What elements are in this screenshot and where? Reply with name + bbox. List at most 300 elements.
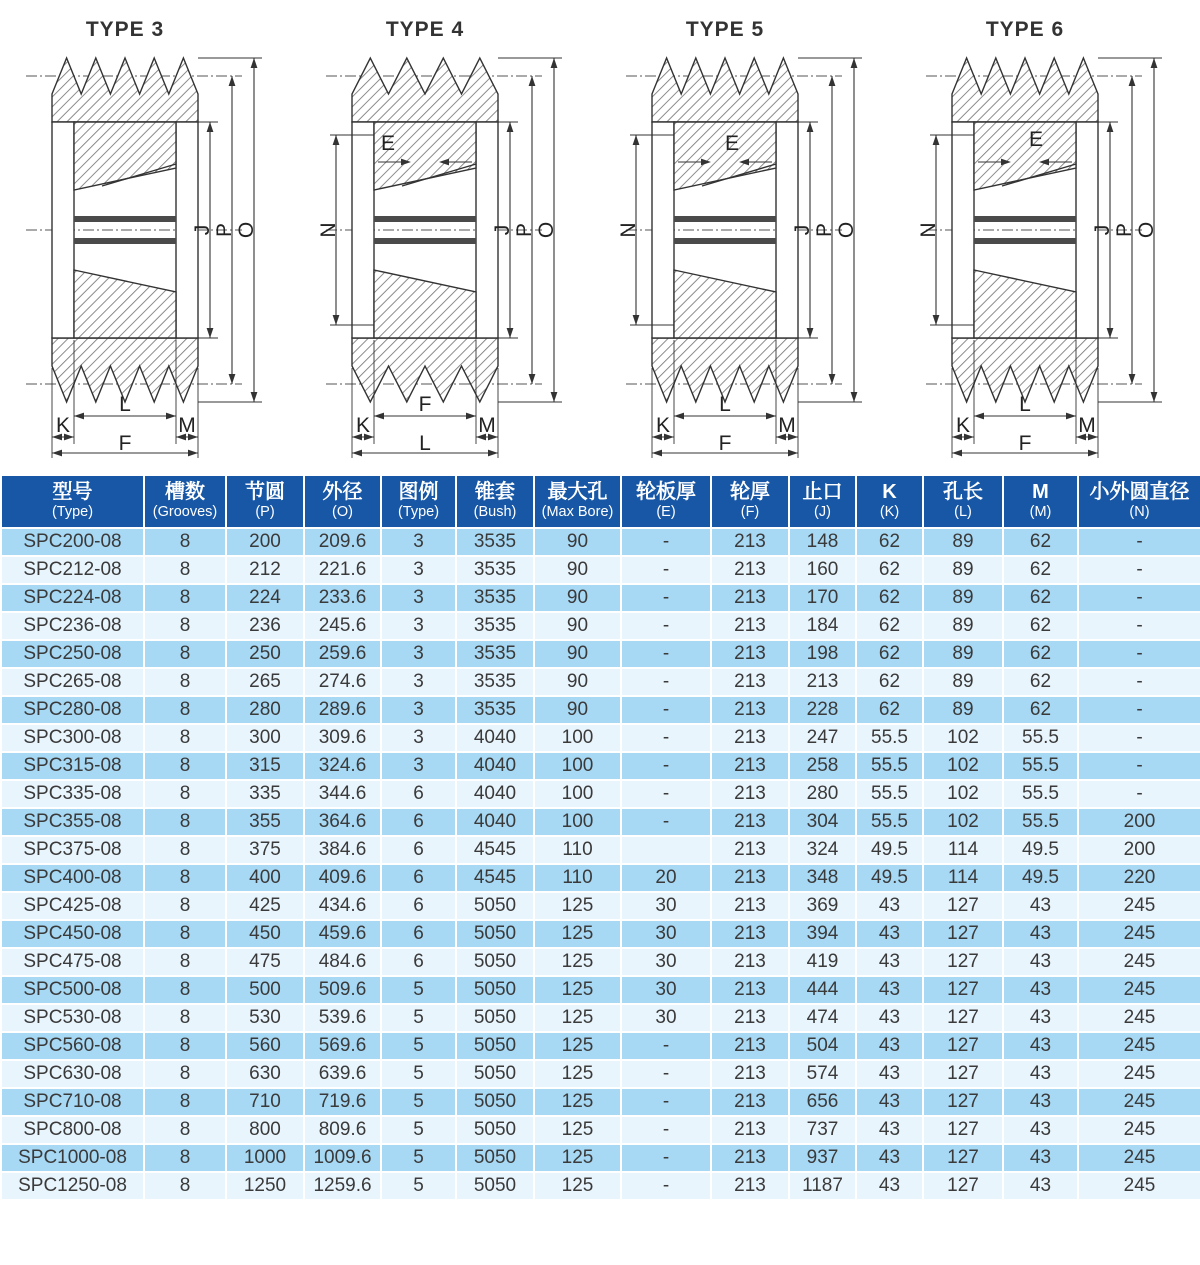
cell-n: 245	[1078, 1032, 1200, 1060]
cell-grooves: 8	[144, 668, 226, 696]
cell-f: 213	[711, 668, 789, 696]
cell-od-o: 484.6	[304, 948, 381, 976]
cell-od-o: 1009.6	[304, 1144, 381, 1172]
cell-n: -	[1078, 668, 1200, 696]
dim-label-e: E	[724, 132, 740, 155]
table-row	[1, 528, 1200, 556]
cell-grooves: 8	[144, 1060, 226, 1088]
cell-model: SPC530-08	[1, 1004, 144, 1032]
cell-od-o: 259.6	[304, 640, 381, 668]
cell-n: 200	[1078, 836, 1200, 864]
cell-legend-type: 3	[381, 668, 456, 696]
cell-e: -	[621, 780, 711, 808]
cell-m: 43	[1003, 1060, 1078, 1088]
cell-f: 213	[711, 976, 789, 1004]
cell-e: -	[621, 640, 711, 668]
cell-f: 213	[711, 920, 789, 948]
cell-legend-type: 3	[381, 612, 456, 640]
cell-f: 213	[711, 864, 789, 892]
cell-j: 444	[789, 976, 856, 1004]
cell-f: 213	[711, 640, 789, 668]
dim-label-o: O	[1135, 221, 1158, 239]
pulley-diagram-type-3	[0, 0, 300, 474]
cell-max-bore: 90	[534, 584, 621, 612]
cell-od-o: 569.6	[304, 1032, 381, 1060]
dim-label-p: P	[513, 222, 536, 238]
cell-l: 127	[923, 1116, 1003, 1144]
cell-max-bore: 125	[534, 948, 621, 976]
cell-bush: 3535	[456, 584, 534, 612]
cell-od-o: 221.6	[304, 556, 381, 584]
cell-e: -	[621, 556, 711, 584]
dim-label-f: F	[118, 432, 132, 455]
dim-label-l: L	[1019, 393, 1031, 416]
cell-bush: 4040	[456, 752, 534, 780]
cell-l: 89	[923, 556, 1003, 584]
cell-m: 62	[1003, 584, 1078, 612]
cell-model: SPC1250-08	[1, 1172, 144, 1200]
cell-n: 245	[1078, 1172, 1200, 1200]
cell-n: 200	[1078, 808, 1200, 836]
cell-l: 89	[923, 640, 1003, 668]
cell-grooves: 8	[144, 1004, 226, 1032]
cell-j: 213	[789, 668, 856, 696]
cell-e: -	[621, 584, 711, 612]
cell-grooves: 8	[144, 1144, 226, 1172]
cell-model: SPC400-08	[1, 864, 144, 892]
cell-f: 213	[711, 724, 789, 752]
cell-n: 245	[1078, 1004, 1200, 1032]
table-body	[1, 528, 1200, 1200]
cell-n: -	[1078, 724, 1200, 752]
cell-j: 280	[789, 780, 856, 808]
dim-label-j: J	[1091, 224, 1114, 236]
cell-k: 62	[856, 668, 923, 696]
cell-pitch-p: 280	[226, 696, 304, 724]
cell-pitch-p: 355	[226, 808, 304, 836]
cell-max-bore: 125	[534, 1172, 621, 1200]
cell-m: 43	[1003, 1144, 1078, 1172]
cell-od-o: 209.6	[304, 528, 381, 556]
cell-bush: 5050	[456, 1172, 534, 1200]
cell-m: 55.5	[1003, 808, 1078, 836]
cell-max-bore: 100	[534, 780, 621, 808]
header-cell-model: 型号 (Type)	[1, 475, 144, 528]
cell-max-bore: 90	[534, 528, 621, 556]
cell-l: 102	[923, 724, 1003, 752]
cell-l: 102	[923, 752, 1003, 780]
cell-max-bore: 100	[534, 808, 621, 836]
table-row	[1, 1032, 1200, 1060]
header-cell-j: 止口 (J)	[789, 475, 856, 528]
table-row	[1, 640, 1200, 668]
cell-max-bore: 90	[534, 612, 621, 640]
cell-model: SPC800-08	[1, 1116, 144, 1144]
dim-label-f: F	[418, 393, 432, 416]
cell-k: 43	[856, 1144, 923, 1172]
cell-legend-type: 5	[381, 1116, 456, 1144]
cell-e: 30	[621, 920, 711, 948]
cell-bush: 5050	[456, 1004, 534, 1032]
cell-l: 127	[923, 976, 1003, 1004]
header-cell-pitch-p: 节圆 (P)	[226, 475, 304, 528]
cell-m: 43	[1003, 1116, 1078, 1144]
cell-k: 55.5	[856, 808, 923, 836]
dim-label-l: L	[419, 432, 431, 455]
cell-n: 245	[1078, 948, 1200, 976]
dim-label-o: O	[835, 221, 858, 239]
cell-grooves: 8	[144, 724, 226, 752]
pulley-geometry	[326, 58, 562, 458]
cell-pitch-p: 475	[226, 948, 304, 976]
cell-pitch-p: 212	[226, 556, 304, 584]
cell-bush: 4545	[456, 864, 534, 892]
dim-label-f: F	[718, 432, 732, 455]
cell-legend-type: 6	[381, 948, 456, 976]
dim-label-e: E	[1028, 128, 1044, 151]
cell-pitch-p: 335	[226, 780, 304, 808]
cell-m: 62	[1003, 696, 1078, 724]
cell-f: 213	[711, 1060, 789, 1088]
cell-e: -	[621, 528, 711, 556]
cell-pitch-p: 300	[226, 724, 304, 752]
cell-pitch-p: 200	[226, 528, 304, 556]
cell-f: 213	[711, 1032, 789, 1060]
cell-l: 89	[923, 584, 1003, 612]
cell-legend-type: 6	[381, 808, 456, 836]
table-row	[1, 976, 1200, 1004]
cell-pitch-p: 375	[226, 836, 304, 864]
cell-pitch-p: 530	[226, 1004, 304, 1032]
spec-table	[0, 474, 1200, 1201]
cell-m: 62	[1003, 528, 1078, 556]
cell-j: 198	[789, 640, 856, 668]
cell-m: 49.5	[1003, 864, 1078, 892]
cell-m: 43	[1003, 1088, 1078, 1116]
cell-e: -	[621, 1060, 711, 1088]
cell-j: 228	[789, 696, 856, 724]
cell-pitch-p: 315	[226, 752, 304, 780]
cell-grooves: 8	[144, 528, 226, 556]
cell-max-bore: 125	[534, 892, 621, 920]
cell-j: 148	[789, 528, 856, 556]
cell-pitch-p: 450	[226, 920, 304, 948]
pulley-diagrams-strip	[0, 0, 1200, 474]
cell-bush: 5050	[456, 1116, 534, 1144]
cell-grooves: 8	[144, 892, 226, 920]
cell-max-bore: 100	[534, 724, 621, 752]
dim-label-f: F	[1018, 432, 1032, 455]
cell-grooves: 8	[144, 556, 226, 584]
cell-m: 43	[1003, 892, 1078, 920]
cell-l: 127	[923, 1004, 1003, 1032]
cell-max-bore: 90	[534, 696, 621, 724]
cell-e: -	[621, 1116, 711, 1144]
cell-grooves: 8	[144, 1032, 226, 1060]
pulley-diagram-type-6	[900, 0, 1200, 474]
cell-j: 324	[789, 836, 856, 864]
cell-max-bore: 125	[534, 1088, 621, 1116]
cell-bush: 3535	[456, 668, 534, 696]
cell-legend-type: 5	[381, 976, 456, 1004]
cell-k: 55.5	[856, 780, 923, 808]
cell-k: 43	[856, 948, 923, 976]
header-cell-f: 轮厚 (F)	[711, 475, 789, 528]
cell-l: 127	[923, 1088, 1003, 1116]
cell-pitch-p: 236	[226, 612, 304, 640]
cell-l: 89	[923, 696, 1003, 724]
cell-legend-type: 3	[381, 752, 456, 780]
dim-label-m: M	[178, 414, 196, 437]
cell-e: -	[621, 1172, 711, 1200]
cell-od-o: 509.6	[304, 976, 381, 1004]
dim-label-k: K	[655, 414, 671, 437]
cell-k: 62	[856, 612, 923, 640]
cell-legend-type: 3	[381, 724, 456, 752]
dim-label-o: O	[535, 221, 558, 239]
cell-j: 474	[789, 1004, 856, 1032]
cell-f: 213	[711, 528, 789, 556]
cell-max-bore: 90	[534, 668, 621, 696]
cell-l: 127	[923, 948, 1003, 976]
cell-j: 369	[789, 892, 856, 920]
cell-bush: 5050	[456, 1032, 534, 1060]
cell-j: 348	[789, 864, 856, 892]
cell-n: 245	[1078, 976, 1200, 1004]
cell-od-o: 809.6	[304, 1116, 381, 1144]
cell-k: 43	[856, 892, 923, 920]
table-row	[1, 780, 1200, 808]
table-row	[1, 1004, 1200, 1032]
cell-od-o: 1259.6	[304, 1172, 381, 1200]
cell-pitch-p: 250	[226, 640, 304, 668]
cell-pitch-p: 1000	[226, 1144, 304, 1172]
cell-j: 1187	[789, 1172, 856, 1200]
cell-legend-type: 3	[381, 556, 456, 584]
cell-n: -	[1078, 556, 1200, 584]
header-cell-e: 轮板厚 (E)	[621, 475, 711, 528]
header-cell-bush: 锥套 (Bush)	[456, 475, 534, 528]
cell-grooves: 8	[144, 948, 226, 976]
cell-m: 62	[1003, 668, 1078, 696]
table-row	[1, 1060, 1200, 1088]
cell-m: 43	[1003, 1032, 1078, 1060]
cell-k: 62	[856, 696, 923, 724]
header-cell-m: M (M)	[1003, 475, 1078, 528]
header-cell-max-bore: 最大孔 (Max Bore)	[534, 475, 621, 528]
cell-bush: 5050	[456, 976, 534, 1004]
cell-k: 62	[856, 556, 923, 584]
cell-pitch-p: 1250	[226, 1172, 304, 1200]
cell-k: 43	[856, 1116, 923, 1144]
diagram-title: TYPE 3	[85, 18, 165, 41]
cell-f: 213	[711, 696, 789, 724]
cell-k: 55.5	[856, 752, 923, 780]
cell-e: 30	[621, 1004, 711, 1032]
cell-grooves: 8	[144, 976, 226, 1004]
cell-bush: 3535	[456, 640, 534, 668]
cell-legend-type: 5	[381, 1060, 456, 1088]
cell-pitch-p: 710	[226, 1088, 304, 1116]
cell-m: 55.5	[1003, 752, 1078, 780]
diagram-title: TYPE 5	[685, 18, 765, 41]
cell-f: 213	[711, 556, 789, 584]
dim-label-e: E	[380, 132, 396, 155]
cell-j: 258	[789, 752, 856, 780]
cell-legend-type: 6	[381, 920, 456, 948]
cell-m: 62	[1003, 640, 1078, 668]
cell-pitch-p: 500	[226, 976, 304, 1004]
cell-bush: 5050	[456, 1060, 534, 1088]
cell-model: SPC212-08	[1, 556, 144, 584]
cell-f: 213	[711, 1088, 789, 1116]
cell-model: SPC710-08	[1, 1088, 144, 1116]
cell-grooves: 8	[144, 640, 226, 668]
cell-bush: 3535	[456, 556, 534, 584]
pulley-geometry	[26, 58, 262, 458]
cell-legend-type: 6	[381, 780, 456, 808]
cell-k: 43	[856, 1004, 923, 1032]
cell-model: SPC224-08	[1, 584, 144, 612]
cell-od-o: 539.6	[304, 1004, 381, 1032]
cell-n: -	[1078, 752, 1200, 780]
cell-max-bore: 110	[534, 836, 621, 864]
cell-model: SPC355-08	[1, 808, 144, 836]
cell-max-bore: 125	[534, 920, 621, 948]
cell-n: 245	[1078, 1144, 1200, 1172]
cell-k: 62	[856, 528, 923, 556]
cell-j: 419	[789, 948, 856, 976]
cell-legend-type: 5	[381, 1088, 456, 1116]
cell-j: 394	[789, 920, 856, 948]
cell-l: 89	[923, 668, 1003, 696]
dim-label-p: P	[1113, 222, 1136, 238]
table-row	[1, 696, 1200, 724]
header-cell-legend-type: 图例 (Type)	[381, 475, 456, 528]
cell-legend-type: 3	[381, 584, 456, 612]
cell-model: SPC560-08	[1, 1032, 144, 1060]
cell-od-o: 233.6	[304, 584, 381, 612]
table-row	[1, 584, 1200, 612]
cell-j: 184	[789, 612, 856, 640]
cell-legend-type: 6	[381, 836, 456, 864]
cell-e: -	[621, 1144, 711, 1172]
dim-label-j: J	[191, 224, 214, 236]
cell-od-o: 719.6	[304, 1088, 381, 1116]
table-row	[1, 724, 1200, 752]
cell-n: 245	[1078, 1060, 1200, 1088]
cell-model: SPC280-08	[1, 696, 144, 724]
cell-e: -	[621, 752, 711, 780]
cell-n: -	[1078, 528, 1200, 556]
cell-j: 656	[789, 1088, 856, 1116]
cell-legend-type: 5	[381, 1032, 456, 1060]
cell-n: 220	[1078, 864, 1200, 892]
cell-grooves: 8	[144, 1088, 226, 1116]
cell-grooves: 8	[144, 612, 226, 640]
cell-j: 937	[789, 1144, 856, 1172]
header-cell-l: 孔长 (L)	[923, 475, 1003, 528]
table-header-row	[1, 475, 1200, 528]
dim-label-j: J	[491, 224, 514, 236]
cell-grooves: 8	[144, 1172, 226, 1200]
cell-f: 213	[711, 1004, 789, 1032]
cell-k: 62	[856, 584, 923, 612]
table-row	[1, 668, 1200, 696]
cell-l: 114	[923, 864, 1003, 892]
table-row	[1, 1172, 1200, 1200]
cell-od-o: 344.6	[304, 780, 381, 808]
cell-legend-type: 6	[381, 892, 456, 920]
pulley-drawing-type-6	[900, 0, 1200, 474]
header-cell-grooves: 槽数 (Grooves)	[144, 475, 226, 528]
cell-max-bore: 125	[534, 1060, 621, 1088]
dim-label-m: M	[478, 414, 496, 437]
cell-e: -	[621, 724, 711, 752]
pulley-diagram-type-5	[600, 0, 900, 474]
cell-max-bore: 125	[534, 1116, 621, 1144]
cell-grooves: 8	[144, 696, 226, 724]
cell-pitch-p: 224	[226, 584, 304, 612]
pulley-diagram-type-4	[300, 0, 600, 474]
cell-m: 62	[1003, 556, 1078, 584]
cell-e: -	[621, 668, 711, 696]
table-row	[1, 920, 1200, 948]
cell-legend-type: 5	[381, 1172, 456, 1200]
cell-l: 127	[923, 1144, 1003, 1172]
cell-max-bore: 100	[534, 752, 621, 780]
table-row	[1, 612, 1200, 640]
cell-f: 213	[711, 1116, 789, 1144]
cell-k: 43	[856, 1060, 923, 1088]
table-row	[1, 1116, 1200, 1144]
cell-m: 43	[1003, 1004, 1078, 1032]
cell-bush: 5050	[456, 892, 534, 920]
dim-label-k: K	[355, 414, 371, 437]
cell-f: 213	[711, 584, 789, 612]
cell-od-o: 459.6	[304, 920, 381, 948]
cell-j: 170	[789, 584, 856, 612]
cell-e	[621, 836, 711, 864]
cell-max-bore: 110	[534, 864, 621, 892]
table-row	[1, 836, 1200, 864]
cell-model: SPC200-08	[1, 528, 144, 556]
cell-l: 89	[923, 612, 1003, 640]
cell-od-o: 384.6	[304, 836, 381, 864]
cell-k: 43	[856, 920, 923, 948]
cell-grooves: 8	[144, 1116, 226, 1144]
cell-m: 55.5	[1003, 780, 1078, 808]
cell-n: -	[1078, 612, 1200, 640]
cell-m: 43	[1003, 948, 1078, 976]
cell-pitch-p: 425	[226, 892, 304, 920]
cell-l: 102	[923, 808, 1003, 836]
cell-max-bore: 125	[534, 1144, 621, 1172]
cell-l: 127	[923, 1172, 1003, 1200]
cell-max-bore: 125	[534, 976, 621, 1004]
cell-m: 43	[1003, 920, 1078, 948]
cell-model: SPC375-08	[1, 836, 144, 864]
header-cell-n: 小外圆直径 (N)	[1078, 475, 1200, 528]
table-row	[1, 892, 1200, 920]
table-row	[1, 752, 1200, 780]
cell-k: 49.5	[856, 836, 923, 864]
cell-od-o: 409.6	[304, 864, 381, 892]
cell-k: 55.5	[856, 724, 923, 752]
cell-k: 43	[856, 1172, 923, 1200]
pulley-drawing-type-3	[0, 0, 300, 474]
cell-pitch-p: 560	[226, 1032, 304, 1060]
